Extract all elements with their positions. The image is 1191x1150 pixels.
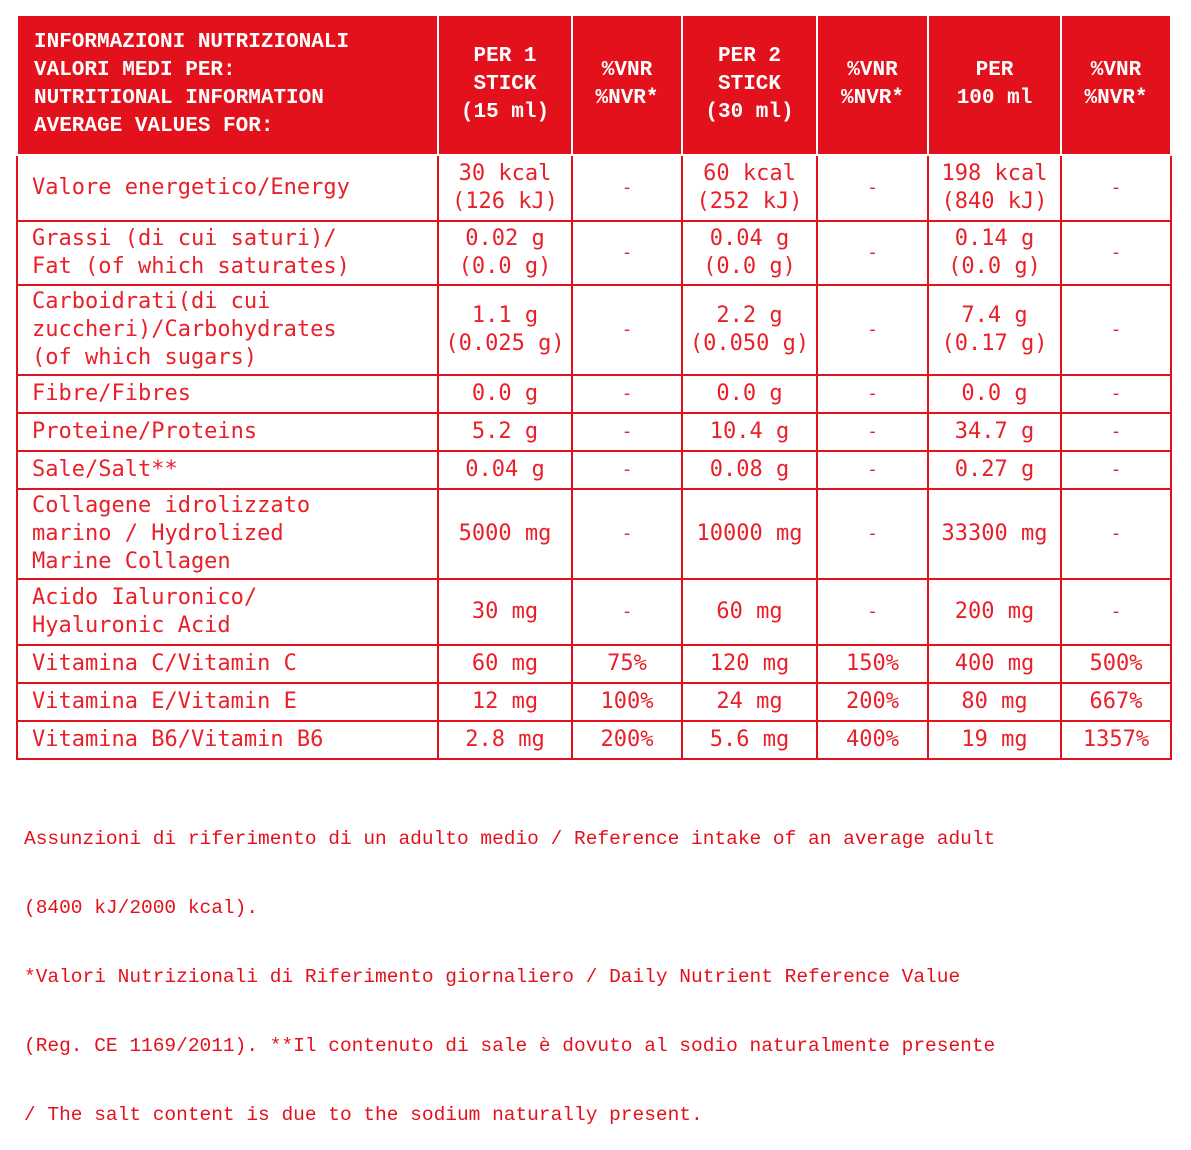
nutrient-label-line: Valore energetico/Energy bbox=[32, 175, 350, 200]
vnr-per-1-stick: - bbox=[572, 489, 682, 579]
nutrient-label-line: Vitamina E/Vitamin E bbox=[32, 689, 297, 714]
value-per-100ml-line: 0.14 g bbox=[954, 226, 1035, 251]
value-per-2-stick bbox=[682, 155, 817, 221]
header-line: %NVR* bbox=[1084, 87, 1148, 110]
vnr-per-2-stick: 150% bbox=[817, 645, 928, 683]
nutrient-label bbox=[17, 285, 438, 375]
nutrient-label bbox=[17, 155, 438, 221]
value-per-100ml bbox=[928, 645, 1061, 683]
table-row bbox=[17, 683, 1171, 721]
vnr-per-1-stick: - bbox=[572, 221, 682, 285]
header-line: PER 1 bbox=[473, 45, 537, 68]
header-vnr-2 bbox=[817, 15, 928, 155]
value-per-100ml-line: 0.27 g bbox=[954, 457, 1035, 482]
value-per-1-stick bbox=[438, 413, 572, 451]
header-line: %NVR* bbox=[595, 87, 659, 110]
vnr-per-1-stick: 75% bbox=[572, 645, 682, 683]
value-per-100ml-line: 200 mg bbox=[954, 599, 1035, 624]
footnote-line: (8400 kJ/2000 kcal). bbox=[24, 897, 259, 919]
value-per-100ml bbox=[928, 413, 1061, 451]
value-per-100ml-line: 34.7 g bbox=[954, 419, 1035, 444]
header-per-1-stick bbox=[438, 15, 572, 155]
nutrient-label-line: Collagene idrolizzato bbox=[32, 493, 311, 518]
nutrient-label-line: (of which sugars) bbox=[32, 345, 258, 370]
value-per-100ml bbox=[928, 683, 1061, 721]
value-per-1-stick-line: (126 kJ) bbox=[452, 189, 558, 214]
value-per-100ml-line: 80 mg bbox=[961, 689, 1028, 714]
nutrient-label-line: Fibre/Fibres bbox=[32, 381, 191, 406]
table-row bbox=[17, 645, 1171, 683]
value-per-100ml-line: 400 mg bbox=[954, 651, 1035, 676]
header-line: %VNR bbox=[847, 59, 898, 82]
nutrient-label bbox=[17, 413, 438, 451]
header-line: PER bbox=[975, 59, 1014, 82]
value-per-2-stick-line: 24 mg bbox=[716, 689, 783, 714]
nutrient-label-line: Grassi (di cui saturi)/ bbox=[32, 226, 337, 251]
nutrition-table-container bbox=[16, 14, 1170, 760]
vnr-per-2-stick: - bbox=[817, 285, 928, 375]
vnr-per-1-stick: - bbox=[572, 413, 682, 451]
value-per-1-stick-line: 30 mg bbox=[471, 599, 539, 624]
value-per-2-stick-line: (0.0 g) bbox=[703, 254, 796, 279]
header-row bbox=[17, 15, 1171, 155]
nutrient-label-line: Proteine/Proteins bbox=[32, 419, 258, 444]
nutrient-label-line: marino / Hydrolized bbox=[32, 521, 284, 546]
value-per-2-stick-line: (252 kJ) bbox=[696, 189, 803, 214]
nutrient-label-line: Hyaluronic Acid bbox=[32, 613, 231, 638]
value-per-1-stick-line: (0.0 g) bbox=[458, 254, 552, 279]
value-per-1-stick-line: 30 kcal bbox=[458, 161, 552, 186]
header-label-cell bbox=[17, 15, 438, 155]
header-line: (15 ml) bbox=[460, 101, 550, 124]
nutrition-table bbox=[16, 14, 1172, 760]
value-per-1-stick bbox=[438, 451, 572, 489]
vnr-per-2-stick: 200% bbox=[817, 683, 928, 721]
nutrient-label bbox=[17, 221, 438, 285]
header-label-line: VALORI MEDI PER: bbox=[34, 59, 236, 82]
value-per-2-stick bbox=[682, 413, 817, 451]
header-label-line: NUTRITIONAL INFORMATION bbox=[34, 87, 324, 110]
table-row bbox=[17, 221, 1171, 285]
nutrient-label bbox=[17, 683, 438, 721]
nutrient-label-line: Vitamina B6/Vitamin B6 bbox=[32, 727, 324, 752]
value-per-2-stick-line: 0.08 g bbox=[709, 457, 790, 482]
nutrient-label bbox=[17, 721, 438, 759]
value-per-2-stick-line: 10000 mg bbox=[696, 521, 803, 546]
header-vnr-1 bbox=[572, 15, 682, 155]
nutrient-label bbox=[17, 579, 438, 645]
value-per-2-stick-line: 60 kcal bbox=[703, 161, 796, 186]
vnr-per-2-stick: - bbox=[817, 451, 928, 489]
table-row bbox=[17, 721, 1171, 759]
value-per-2-stick bbox=[682, 683, 817, 721]
vnr-per-100ml: - bbox=[1061, 285, 1171, 375]
vnr-per-2-stick: - bbox=[817, 155, 928, 221]
value-per-1-stick-line: (0.025 g) bbox=[445, 331, 565, 356]
value-per-100ml bbox=[928, 451, 1061, 489]
header-line: STICK bbox=[717, 73, 781, 96]
value-per-2-stick-line: 10.4 g bbox=[709, 419, 790, 444]
vnr-per-100ml: - bbox=[1061, 221, 1171, 285]
value-per-1-stick-line: 5.2 g bbox=[471, 419, 539, 444]
footnote-line: / The salt content is due to the sodium naturally present. bbox=[24, 1104, 703, 1126]
nutrient-label bbox=[17, 645, 438, 683]
header-line: %VNR bbox=[1090, 59, 1142, 82]
value-per-1-stick bbox=[438, 721, 572, 759]
value-per-1-stick-line: 0.04 g bbox=[465, 457, 545, 482]
value-per-2-stick bbox=[682, 645, 817, 683]
value-per-1-stick-line: 12 mg bbox=[471, 689, 539, 714]
footnote-line: Assunzioni di riferimento di un adulto medio / Reference intake of an average adult bbox=[24, 828, 996, 850]
header-line: STICK bbox=[473, 73, 537, 96]
vnr-per-1-stick: - bbox=[572, 285, 682, 375]
vnr-per-100ml: - bbox=[1061, 413, 1171, 451]
header-vnr-3 bbox=[1061, 15, 1171, 155]
value-per-2-stick-line: 5.6 mg bbox=[709, 727, 790, 752]
footnote-line: (Reg. CE 1169/2011). **Il contenuto di sale è dovuto al sodio naturalmente presente bbox=[24, 1035, 996, 1057]
vnr-per-1-stick: - bbox=[572, 155, 682, 221]
header-line: (30 ml) bbox=[705, 101, 794, 124]
vnr-per-2-stick: - bbox=[817, 489, 928, 579]
table-row bbox=[17, 285, 1171, 375]
vnr-per-100ml: - bbox=[1061, 451, 1171, 489]
value-per-1-stick-line: 0.0 g bbox=[471, 381, 539, 406]
value-per-1-stick bbox=[438, 375, 572, 413]
nutrient-label-line: Fat (of which saturates) bbox=[32, 254, 350, 279]
value-per-2-stick bbox=[682, 221, 817, 285]
vnr-per-1-stick: 200% bbox=[572, 721, 682, 759]
header-line: PER 2 bbox=[717, 45, 781, 68]
value-per-1-stick bbox=[438, 285, 572, 375]
value-per-100ml-line: (840 kJ) bbox=[941, 189, 1048, 214]
value-per-1-stick-line: 2.8 mg bbox=[465, 727, 545, 752]
vnr-per-100ml: 1357% bbox=[1061, 721, 1171, 759]
header-label-line: INFORMAZIONI NUTRIZIONALI bbox=[34, 31, 350, 54]
header-line: %NVR* bbox=[840, 87, 904, 110]
vnr-per-2-stick: - bbox=[817, 579, 928, 645]
nutrient-label-line: Vitamina C/Vitamin C bbox=[32, 651, 297, 676]
value-per-2-stick-line: 0.0 g bbox=[716, 381, 783, 406]
value-per-2-stick bbox=[682, 451, 817, 489]
header-per-100ml bbox=[928, 15, 1061, 155]
header-line: 100 ml bbox=[956, 87, 1033, 110]
vnr-per-1-stick: - bbox=[572, 451, 682, 489]
value-per-2-stick bbox=[682, 489, 817, 579]
value-per-100ml bbox=[928, 721, 1061, 759]
vnr-per-100ml: - bbox=[1061, 489, 1171, 579]
table-row bbox=[17, 579, 1171, 645]
table-row bbox=[17, 375, 1171, 413]
value-per-100ml bbox=[928, 285, 1061, 375]
value-per-100ml-line: 0.0 g bbox=[961, 381, 1028, 406]
value-per-2-stick-line: 0.04 g bbox=[709, 226, 790, 251]
table-body bbox=[17, 155, 1171, 759]
nutrient-label-line: Sale/Salt** bbox=[32, 457, 178, 482]
value-per-1-stick bbox=[438, 221, 572, 285]
nutrient-label-line: Marine Collagen bbox=[32, 549, 231, 574]
vnr-per-1-stick: - bbox=[572, 375, 682, 413]
value-per-2-stick bbox=[682, 285, 817, 375]
nutrient-label-line: Carboidrati(di cui bbox=[32, 289, 271, 314]
vnr-per-100ml: 667% bbox=[1061, 683, 1171, 721]
value-per-1-stick bbox=[438, 489, 572, 579]
value-per-1-stick-line: 60 mg bbox=[471, 651, 539, 676]
value-per-2-stick bbox=[682, 721, 817, 759]
value-per-1-stick-line: 0.02 g bbox=[465, 226, 545, 251]
value-per-2-stick-line: (0.050 g) bbox=[689, 331, 810, 356]
nutrient-label bbox=[17, 451, 438, 489]
value-per-100ml-line: 19 mg bbox=[961, 727, 1028, 752]
table-row bbox=[17, 489, 1171, 579]
vnr-per-2-stick: - bbox=[817, 413, 928, 451]
nutrient-label-line: zuccheri)/Carbohydrates bbox=[32, 317, 337, 342]
table-row bbox=[17, 451, 1171, 489]
value-per-100ml bbox=[928, 155, 1061, 221]
value-per-100ml bbox=[928, 489, 1061, 579]
nutrient-label bbox=[17, 489, 438, 579]
value-per-2-stick bbox=[682, 375, 817, 413]
value-per-100ml-line: 33300 mg bbox=[941, 521, 1048, 546]
value-per-1-stick bbox=[438, 645, 572, 683]
value-per-1-stick-line: 5000 mg bbox=[458, 521, 552, 546]
header-label-line: AVERAGE VALUES FOR: bbox=[34, 115, 274, 138]
value-per-2-stick-line: 2.2 g bbox=[716, 303, 783, 328]
vnr-per-2-stick: - bbox=[817, 375, 928, 413]
table-row bbox=[17, 155, 1171, 221]
value-per-100ml bbox=[928, 221, 1061, 285]
value-per-100ml-line: 7.4 g bbox=[961, 303, 1028, 328]
vnr-per-100ml: - bbox=[1061, 579, 1171, 645]
footnote bbox=[24, 782, 1174, 1150]
vnr-per-100ml: 500% bbox=[1061, 645, 1171, 683]
value-per-1-stick bbox=[438, 155, 572, 221]
value-per-2-stick bbox=[682, 579, 817, 645]
vnr-per-100ml: - bbox=[1061, 375, 1171, 413]
nutrient-label bbox=[17, 375, 438, 413]
header-line: %VNR bbox=[601, 59, 653, 82]
table-row bbox=[17, 413, 1171, 451]
vnr-per-2-stick: 400% bbox=[817, 721, 928, 759]
table-header bbox=[17, 15, 1171, 155]
value-per-100ml bbox=[928, 375, 1061, 413]
value-per-2-stick-line: 60 mg bbox=[716, 599, 783, 624]
vnr-per-1-stick: - bbox=[572, 579, 682, 645]
header-per-2-stick bbox=[682, 15, 817, 155]
value-per-1-stick-line: 1.1 g bbox=[471, 303, 539, 328]
nutrient-label-line: Acido Ialuronico/ bbox=[32, 585, 258, 610]
value-per-100ml-line: (0.17 g) bbox=[941, 331, 1048, 356]
value-per-100ml-line: 198 kcal bbox=[941, 161, 1048, 186]
value-per-100ml bbox=[928, 579, 1061, 645]
value-per-100ml-line: (0.0 g) bbox=[948, 254, 1041, 279]
value-per-1-stick bbox=[438, 683, 572, 721]
vnr-per-2-stick: - bbox=[817, 221, 928, 285]
vnr-per-1-stick: 100% bbox=[572, 683, 682, 721]
value-per-2-stick-line: 120 mg bbox=[709, 651, 790, 676]
value-per-1-stick bbox=[438, 579, 572, 645]
footnote-line: *Valori Nutrizionali di Riferimento giornaliero / Daily Nutrient Reference Value bbox=[24, 966, 961, 988]
vnr-per-100ml: - bbox=[1061, 155, 1171, 221]
